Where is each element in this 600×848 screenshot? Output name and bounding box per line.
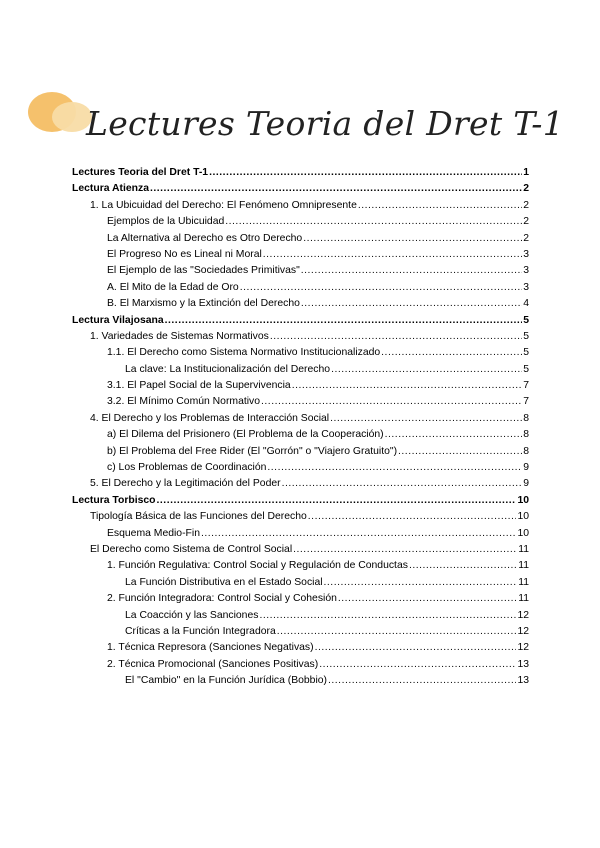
toc-page-number: 2 (523, 199, 529, 211)
toc-entry[interactable] (72, 444, 529, 460)
toc-page-number: 1 (523, 167, 529, 178)
toc-entry[interactable] (72, 345, 529, 361)
toc-dot-leader (315, 640, 517, 656)
toc-entry[interactable] (72, 657, 529, 673)
toc-entry[interactable] (72, 329, 529, 345)
document-title: Lectures Teoria del Dret T-1 (86, 104, 565, 143)
table-of-contents (72, 165, 529, 690)
toc-entry[interactable] (72, 575, 529, 591)
toc-dot-leader (319, 657, 516, 673)
toc-page-number: 11 (518, 576, 529, 588)
toc-page-number: 9 (523, 478, 529, 490)
toc-dot-leader (259, 608, 516, 624)
toc-dot-leader (277, 624, 517, 640)
toc-entry-label: 1. Variedades de Sistemas Normativos (90, 330, 269, 342)
toc-page-number: 3 (523, 281, 529, 293)
toc-entry-label: La clave: La Institucionalización del Derecho (125, 363, 331, 375)
toc-entry-label: La Función Distributiva en el Estado Social (125, 576, 323, 588)
toc-entry-label: 2. Técnica Promocional (Sanciones Positivas) (107, 658, 319, 670)
toc-entry[interactable] (72, 427, 529, 443)
toc-page-number: 4 (523, 298, 529, 310)
toc-entry-label: c) Los Problemas de Coordinación (107, 462, 267, 474)
toc-page-number: 10 (517, 494, 529, 506)
toc-page-number: 2 (523, 232, 529, 244)
toc-entry[interactable] (72, 214, 529, 230)
toc-page-number: 12 (517, 642, 529, 654)
toc-entry[interactable] (72, 608, 529, 624)
toc-dot-leader (301, 296, 522, 312)
toc-entry[interactable] (72, 198, 529, 214)
toc-dot-leader (303, 231, 522, 247)
toc-dot-leader (282, 476, 523, 492)
toc-entry-label: 1.1. El Derecho como Sistema Normativo Institucionalizado (107, 347, 381, 359)
toc-dot-leader (240, 280, 523, 296)
toc-page-number: 11 (518, 560, 529, 572)
toc-entry-label: Tipología Básica de las Funciones del Derecho (90, 511, 307, 523)
toc-entry-label: A. El Mito de la Edad de Oro (107, 281, 239, 293)
toc-page-number: 3 (523, 265, 529, 277)
toc-entry[interactable] (72, 247, 529, 263)
toc-entry-label: El Progreso No es Lineal ni Moral (107, 248, 262, 260)
toc-entry-label: El Ejemplo de las "Sociedades Primitivas" (107, 265, 300, 277)
toc-entry[interactable] (72, 493, 529, 509)
toc-entry[interactable] (72, 640, 529, 656)
toc-entry[interactable] (72, 394, 529, 410)
toc-page-number: 7 (523, 396, 529, 408)
toc-entry-label: Lectures Teoria del Dret T-1 (72, 167, 209, 178)
toc-entry[interactable] (72, 263, 529, 279)
toc-entry-label: El Derecho como Sistema de Control Social (90, 543, 293, 555)
toc-dot-leader (398, 444, 522, 460)
toc-entry-label: 1. Técnica Represora (Sanciones Negativas) (107, 642, 314, 654)
toc-entry[interactable] (72, 542, 529, 558)
toc-entry-label: La Alternativa al Derecho es Otro Derecho (107, 232, 303, 244)
toc-dot-leader (263, 247, 522, 263)
toc-entry-label: Esquema Medio-Fin (107, 527, 200, 539)
toc-dot-leader (267, 460, 522, 476)
toc-entry[interactable] (72, 558, 529, 574)
toc-dot-leader (330, 411, 522, 427)
toc-page-number: 3 (523, 248, 529, 260)
toc-page-number: 13 (517, 658, 529, 670)
toc-page-number: 12 (517, 625, 529, 637)
toc-dot-leader (409, 558, 517, 574)
toc-entry-label: 2. Función Integradora: Control Social y Cohesión (107, 593, 337, 605)
toc-dot-leader (338, 591, 517, 607)
toc-entry[interactable] (72, 624, 529, 640)
toc-entry[interactable] (72, 509, 529, 525)
toc-entry[interactable] (72, 362, 529, 378)
toc-dot-leader (385, 427, 523, 443)
toc-page-number: 11 (518, 593, 529, 605)
toc-entry[interactable] (72, 181, 529, 197)
toc-dot-leader (308, 509, 517, 525)
toc-entry-label: Lectura Atienza (72, 183, 149, 195)
toc-dot-leader (209, 165, 522, 181)
toc-dot-leader (331, 362, 522, 378)
toc-entry-label: 5. El Derecho y la Legitimación del Poder (90, 478, 281, 490)
toc-entry-label: 4. El Derecho y los Problemas de Interacción Social (90, 412, 330, 424)
toc-page-number: 11 (518, 543, 529, 555)
toc-dot-leader (165, 313, 523, 329)
toc-page-number: 8 (523, 429, 529, 441)
toc-page-number: 5 (523, 347, 529, 359)
toc-dot-leader (324, 575, 518, 591)
toc-entry[interactable] (72, 231, 529, 247)
toc-dot-leader (157, 493, 517, 509)
toc-page-number: 5 (523, 330, 529, 342)
toc-page-number: 10 (517, 511, 529, 523)
toc-dot-leader (301, 263, 522, 279)
toc-page-number: 7 (523, 380, 529, 392)
toc-dot-leader (150, 181, 522, 197)
toc-entry[interactable] (72, 280, 529, 296)
toc-dot-leader (201, 526, 516, 542)
toc-entry[interactable] (72, 313, 529, 329)
toc-page-number: 5 (523, 314, 529, 326)
toc-entry[interactable] (72, 591, 529, 607)
toc-page-number: 10 (517, 527, 529, 539)
toc-entry[interactable] (72, 526, 529, 542)
toc-dot-leader (261, 394, 522, 410)
toc-page-number: 8 (523, 445, 529, 457)
toc-entry-label: Lectura Torbisco (72, 494, 156, 506)
toc-entry[interactable] (72, 460, 529, 476)
toc-page-number: 5 (523, 363, 529, 375)
toc-dot-leader (381, 345, 522, 361)
toc-page-number: 8 (523, 412, 529, 424)
toc-entry-label: 3.1. El Papel Social de la Supervivencia (107, 380, 291, 392)
toc-page-number: 2 (523, 183, 529, 195)
toc-entry[interactable] (72, 378, 529, 394)
toc-dot-leader (293, 542, 517, 558)
toc-page-number: 2 (523, 216, 529, 228)
toc-page-number: 13 (517, 675, 529, 687)
toc-entry-label: 1. La Ubicuidad del Derecho: El Fenómeno Omnipresente (90, 199, 357, 211)
toc-entry-label: b) El Problema del Free Rider (El "Gorrón" o "Viajero Gratuito") (107, 445, 398, 457)
toc-dot-leader (328, 673, 516, 689)
toc-entry-label: Críticas a la Función Integradora (125, 625, 276, 637)
toc-dot-leader (225, 214, 522, 230)
toc-entry-label: a) El Dilema del Prisionero (El Problema de la Cooperación) (107, 429, 384, 441)
toc-entry-label: Ejemplos de la Ubicuidad (107, 216, 225, 228)
toc-page-number: 12 (517, 609, 529, 621)
toc-dot-leader (270, 329, 522, 345)
toc-entry[interactable] (72, 673, 529, 689)
toc-entry[interactable] (72, 411, 529, 427)
toc-entry-label: Lectura Vilajosana (72, 314, 164, 326)
toc-entry[interactable] (72, 165, 529, 181)
toc-entry-label: El "Cambio" en la Función Jurídica (Bobbio) (125, 675, 328, 687)
toc-dot-leader (358, 198, 522, 214)
toc-page-number: 9 (523, 462, 529, 474)
toc-entry-label: La Coacción y las Sanciones (125, 609, 259, 621)
toc-entry-label: 1. Función Regulativa: Control Social y Regulación de Conductas (107, 560, 408, 572)
toc-entry-label: 3.2. El Mínimo Común Normativo (107, 396, 261, 408)
toc-entry[interactable] (72, 476, 529, 492)
toc-entry-label: B. El Marxismo y la Extinción del Derecho (107, 298, 300, 310)
toc-entry[interactable] (72, 296, 529, 312)
toc-dot-leader (292, 378, 523, 394)
